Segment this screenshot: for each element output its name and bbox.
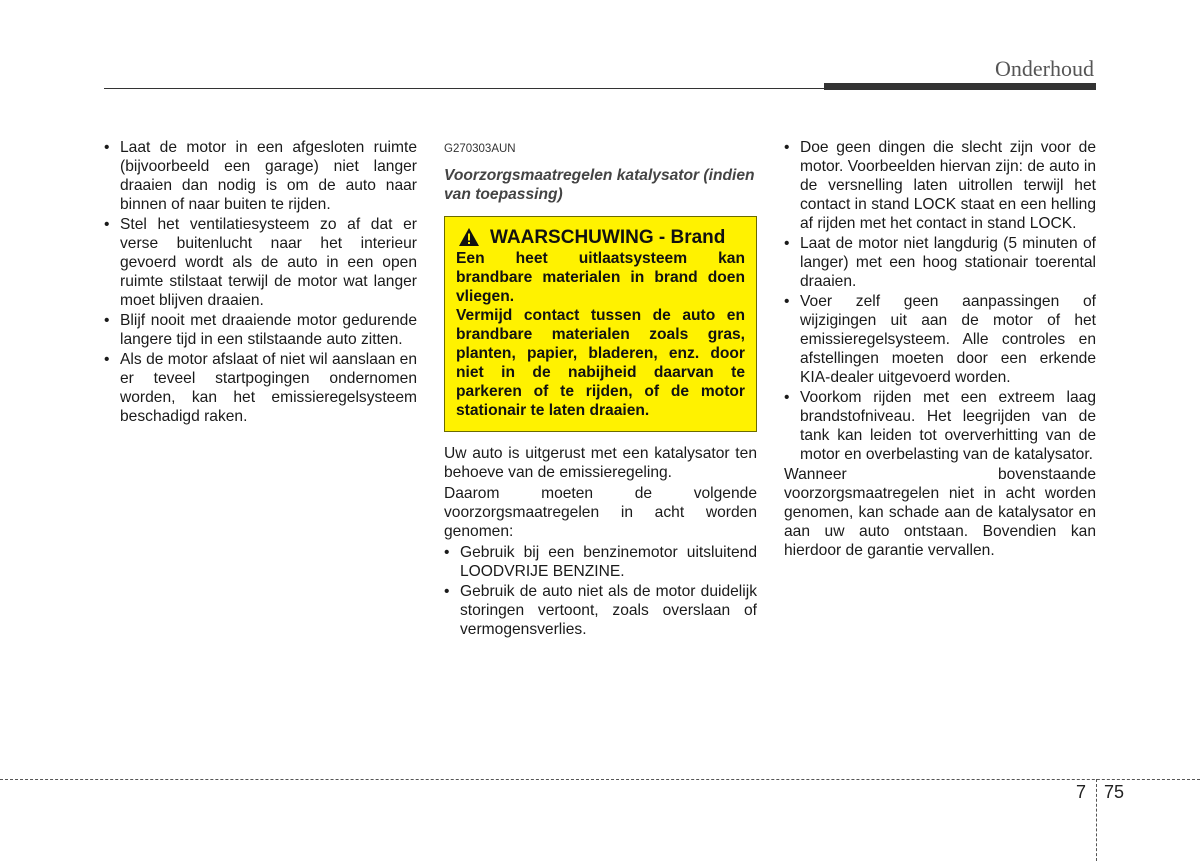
page-number: 75 [1104,782,1125,802]
body-paragraph: Uw auto is uitgerust met een katalysator ten behoeve van de emissieregeling. [444,445,757,481]
list-item: • Gebruik de auto niet als de motor duidelijk storingen vertoont, zoals overslaan of vermogensverlies. [444,582,757,639]
list-item: • Stel het ventilatiesysteem zo af dat er verse buitenlucht naar het interieur gevoerd wordt als de auto in een open ruimte stilstaat terwijl de motor wat langer moet blijven draaien. [104,215,417,310]
warning-text: Vermijd contact tussen de auto en brandbare materialen zoals gras, planten, papier, bladeren, enz. door niet in de nabijheid daarvan te parkeren of te rijden, of de motor stationair te laten draaien. [456,307,745,419]
left-column [104,138,417,427]
section-title: Voorzorgsmaatregelen katalysator (indien van toepassing) [444,167,755,203]
warning-triangle-icon [458,227,480,247]
section-code: G270303AUN [444,143,516,155]
chapter-number: 7 [1076,782,1087,802]
list-item: • Blijf nooit met draaiende motor gedurende langere tijd in een stilstaande auto zitten. [104,311,417,349]
right-bullet-list [784,138,1096,464]
catalyst-body [444,444,757,639]
warning-box [444,216,757,432]
middle-bullet-list [444,543,757,639]
body-paragraph: Daarom moeten de volgende voorzorgsmaatregelen in acht worden genomen: [444,485,757,540]
warning-header [456,227,745,247]
list-item: • Doe geen dingen die slecht zijn voor de motor. Voorbeelden hiervan zijn: de auto in de versnelling laten uitrollen terwijl het contact in stand LOCK staat en een helling af rijden met het contact in stand LOCK. [784,138,1096,233]
right-column [784,138,1096,560]
list-item: • Laat de motor niet langdurig (5 minuten of langer) met een hoog stationair toerental draaien. [784,234,1096,291]
list-item: • Laat de motor in een afgesloten ruimte (bijvoorbeeld een garage) niet langer draaien dan nodig is om de auto naar binnen of naar buiten te rijden. [104,138,417,214]
header-rule-accent [824,83,1096,90]
footer-divider [1096,779,1097,861]
list-item: • Voorkom rijden met een extreem laag brandstofniveau. Het leegrijden van de tank kan leiden tot oververhitting van de motor en overbelasting van de katalysator. [784,388,1096,464]
list-item: • Voer zelf geen aanpassingen of wijzigingen uit aan de motor of het emissieregelsysteem. Alle controles en afstellingen moeten door een erkende KIA-dealer uitgevoerd worden. [784,292,1096,387]
footer-rule [0,779,1200,780]
warning-title: WAARSCHUWING - Brand [490,226,726,248]
left-bullet-list [104,138,417,426]
list-item: • Gebruik bij een benzinemotor uitsluitend LOODVRIJE BENZINE. [444,543,757,581]
list-item: • Als de motor afslaat of niet wil aanslaan en er teveel startpogingen ondernomen worden, kan het emissieregelsysteem beschadigd raken. [104,350,417,426]
warning-text: Een heet uitlaatsysteem kan brandbare materialen in brand doen vliegen. [456,250,745,305]
middle-column [444,138,757,640]
closing-paragraph: Wanneer bovenstaande voorzorgsmaatregelen niet in acht worden genomen, kan schade aan de katalysator en aan uw auto ontstaan. Bovendien kan hierdoor de garantie vervallen. [784,466,1096,559]
page-header-title: Onderhoud [995,56,1094,81]
